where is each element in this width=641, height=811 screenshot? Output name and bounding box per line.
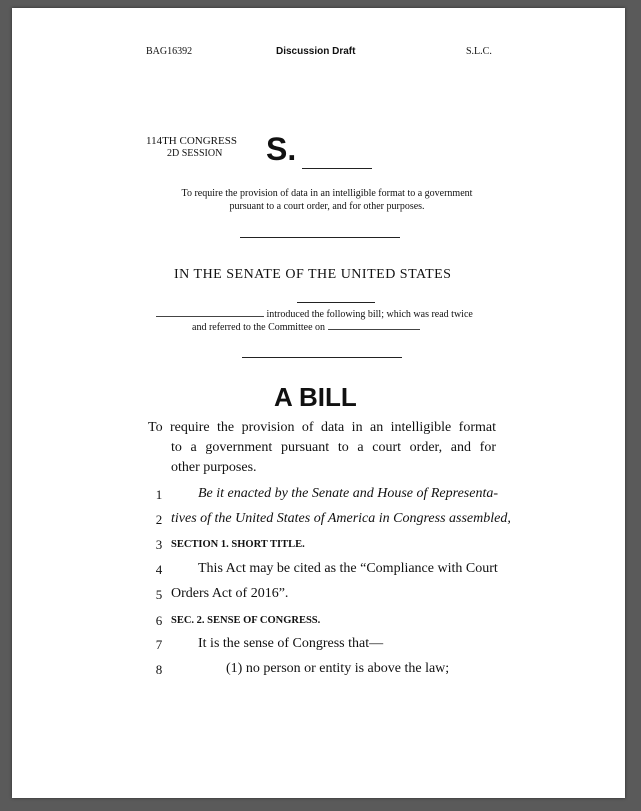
divider-rule-2 [242,357,402,358]
long-purpose-line-1 [148,418,496,438]
divider-rule [240,237,400,238]
introduction-line-2 [192,321,420,334]
congress-label: 114TH CONGRESS [146,135,237,147]
line-number: 3 [155,537,163,552]
short-purpose [142,187,512,213]
line-number: 8 [155,662,163,677]
long-purpose-text-1: To require the provision of data in an intelligible format [148,420,496,435]
sense-item-1: (1) no person or entity is above the law; [226,661,450,676]
slc-code: S.L.C. [466,46,492,57]
long-purpose-text-2: to a government pursuant to a court order, and for [171,440,496,455]
body-line-text: This Act may be cited as the “Compliance with Court [198,561,498,576]
body-line-text: Be it enacted by the Senate and House of Representa- [198,486,498,501]
enacting-clause-line-1 [198,486,498,502]
line-number: 5 [155,587,163,602]
section-heading: SEC. 2. SENSE OF CONGRESS. [171,615,321,626]
section-heading: SECTION 1. SHORT TITLE. [171,539,305,550]
bill-heading: A BILL [274,382,357,412]
short-purpose-line-1: To require the provision of data in an intelligible format to a government [181,188,473,199]
line-number: 7 [155,637,163,652]
committee-blank [328,329,420,330]
draft-title: Discussion Draft [276,46,356,57]
sponsor-blank [156,316,264,317]
long-purpose-line-3: other purposes. [171,460,257,475]
date-blank [297,302,375,303]
sense-intro-line: It is the sense of Congress that— [198,636,384,651]
line-number: 1 [155,487,163,502]
enacting-clause-line-2: tives of the United States of America in Congress assembled, [171,511,511,526]
line-number: 2 [155,512,163,527]
short-purpose-line-2: pursuant to a court order, and for other purposes. [229,201,425,212]
introduction-line-1 [156,308,473,321]
session-label: 2D SESSION [167,148,223,159]
document-page [12,8,625,798]
line-number: 6 [155,613,163,628]
line-number: 4 [155,562,163,577]
bill-prefix: S. [266,131,297,167]
introduction-text-1: introduced the following bill; which was read twice [266,309,473,320]
short-title-line-1 [198,561,498,577]
chamber-heading: IN THE SENATE OF THE UNITED STATES [174,267,452,282]
introduction-text-2: and referred to the Committee on [192,322,326,333]
document-id: BAG16392 [146,46,193,57]
short-title-line-2: Orders Act of 2016”. [171,586,289,601]
long-purpose-line-2 [171,438,496,458]
bill-number-blank [302,168,372,169]
